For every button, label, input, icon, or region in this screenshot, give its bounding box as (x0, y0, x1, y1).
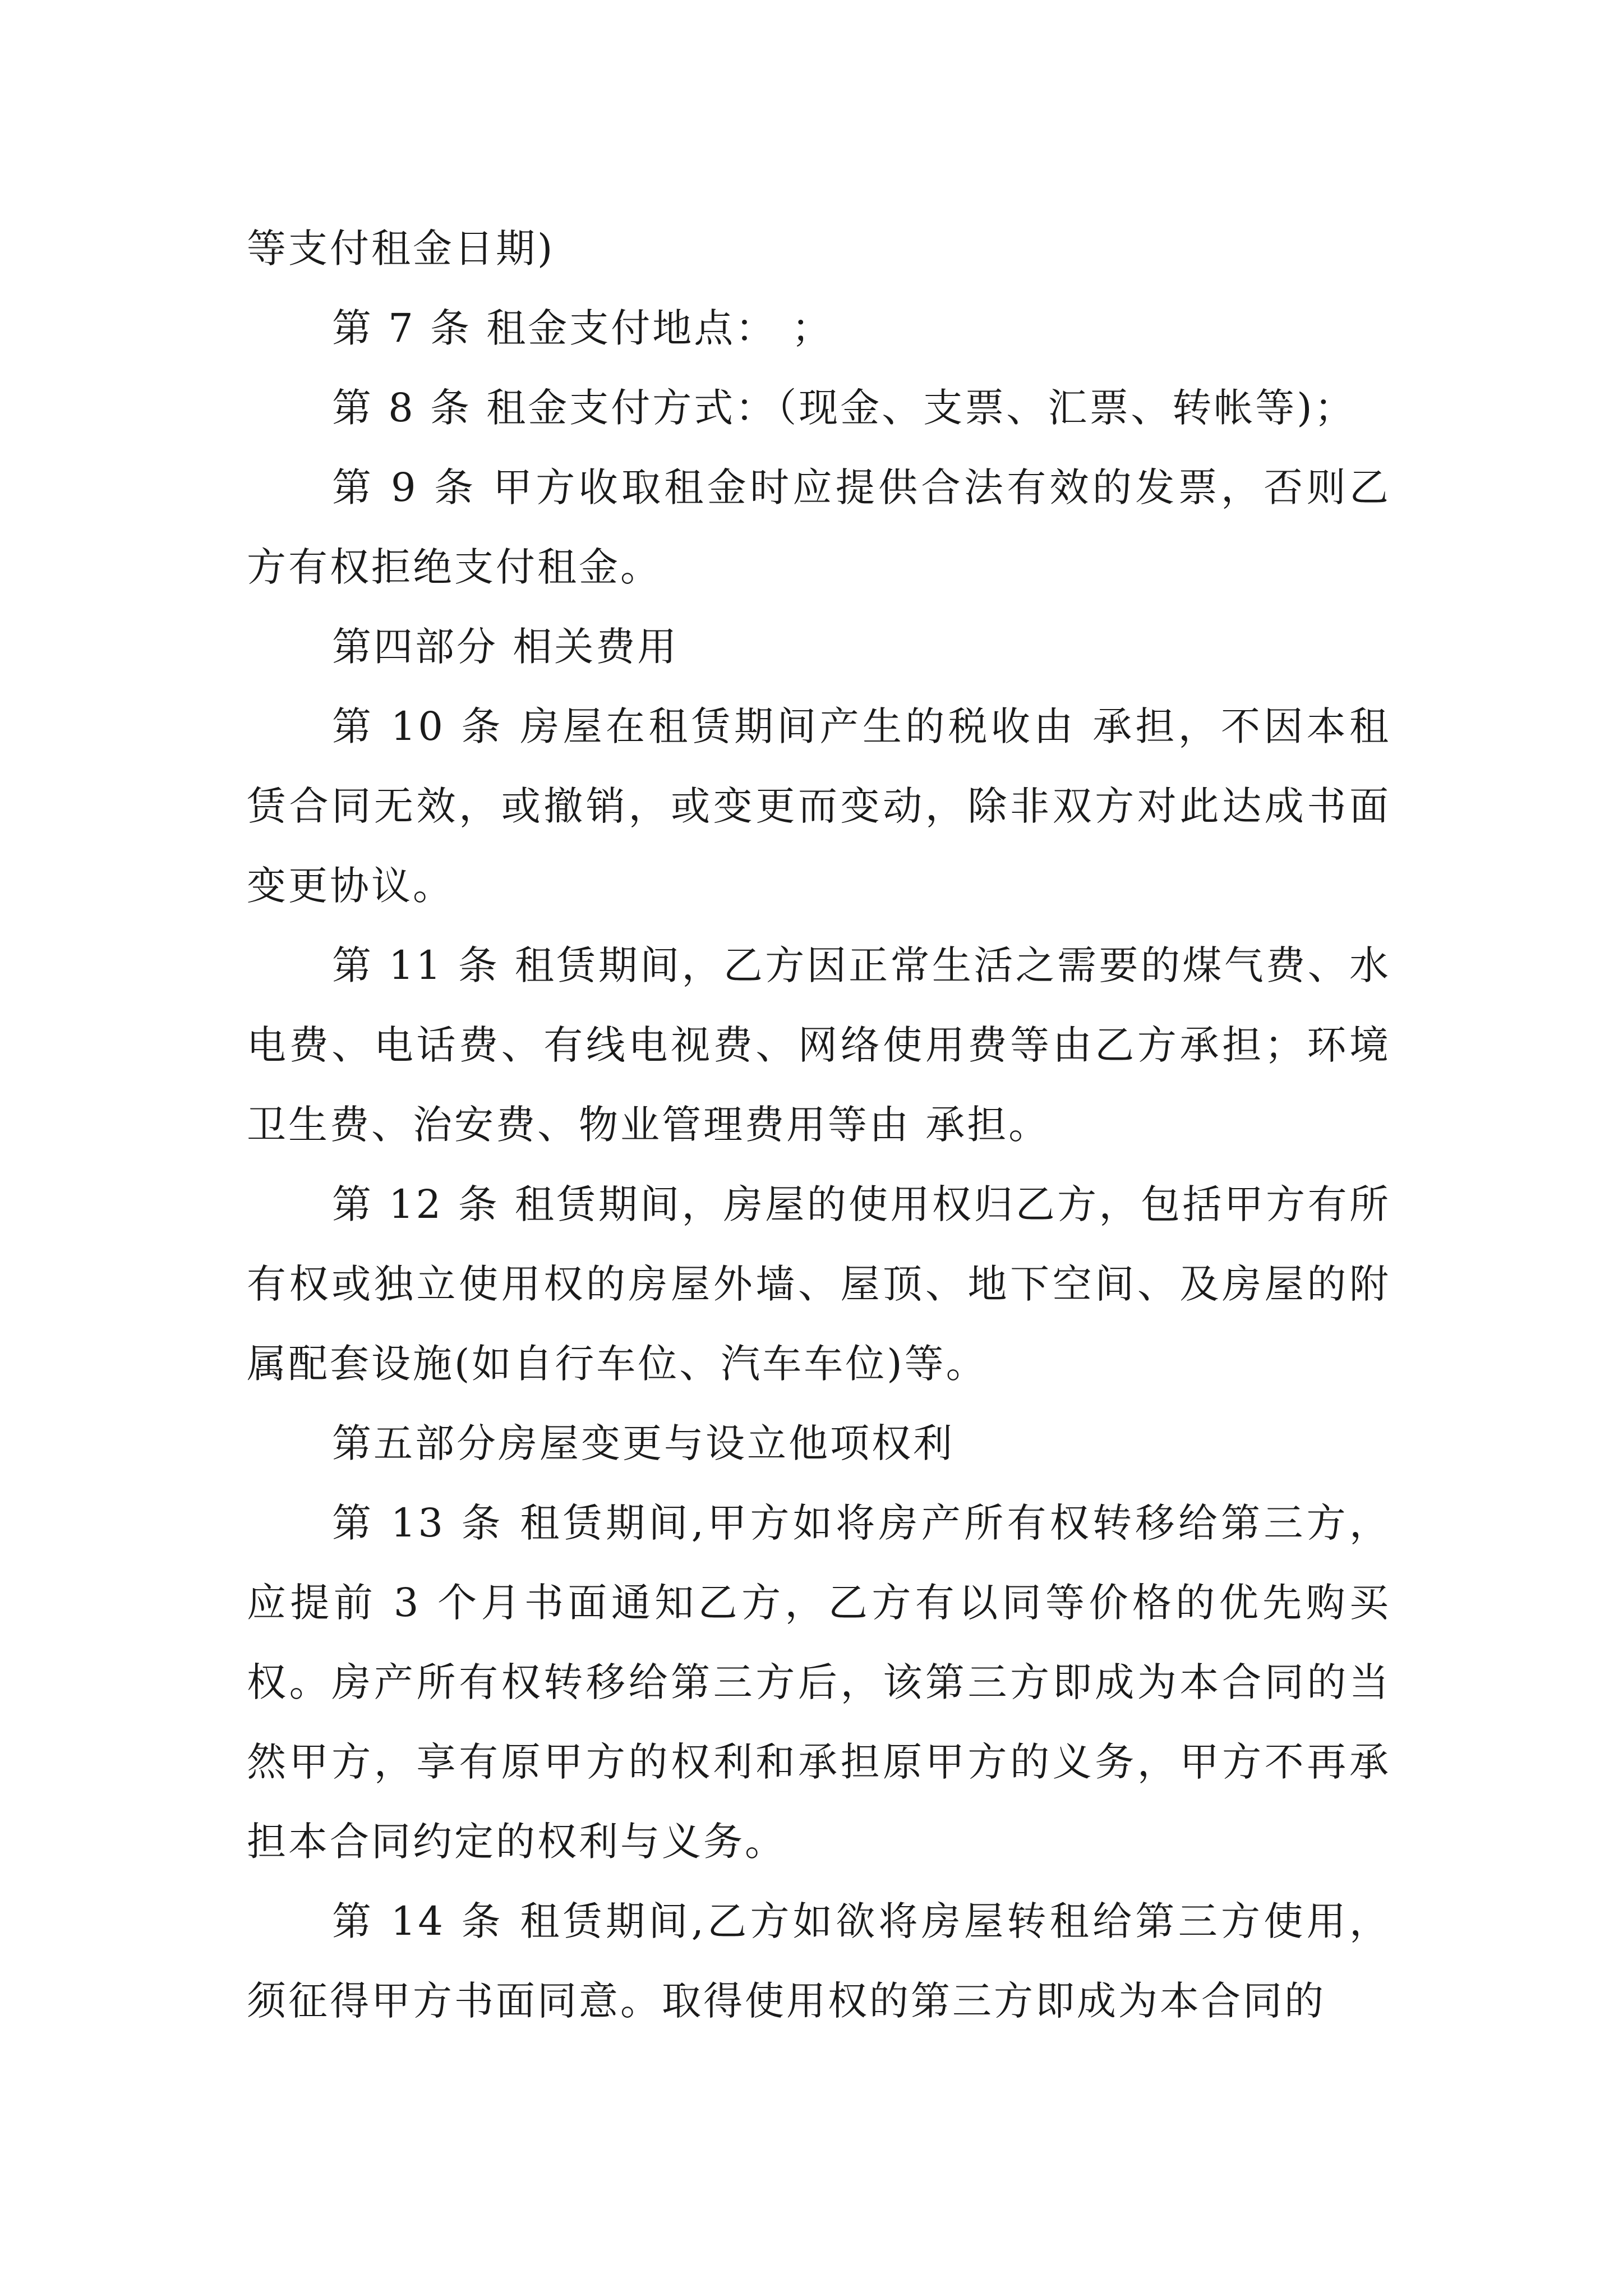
paragraph-article-7: 第 7 条 租金支付地点： ； (332, 305, 833, 351)
paragraph-article-12: 第 12 条 租赁期间，房屋的使用权归乙方，包括甲方有所有权或独立使用权的房屋外墙、屋顶、地下空间、及房屋的附属配套设施(如自行车位、汽车车位)等。 (247, 1181, 1391, 1387)
paragraph-article-14: 第 14 条 租赁期间,乙方如欲将房屋转租给第三方使用，须征得甲方书面同意。取得使用权的第三方即成为本合同的 (247, 1898, 1391, 2024)
paragraph-rent-date-continuation: 等支付租金日期) (247, 226, 555, 272)
document-body (247, 209, 1391, 2041)
paragraph-article-11: 第 11 条 租赁期间，乙方因正常生活之需要的煤气费、水电费、电话费、有线电视费、网络使用费等由乙方承担；环境卫生费、治安费、物业管理费用等由 承担。 (247, 942, 1391, 1148)
section-heading-part-4: 第四部分 相关费用 (332, 624, 679, 670)
paragraph-article-8: 第 8 条 租金支付方式：（现金、支票、汇票、转帐等)； (332, 385, 1356, 431)
paragraph-article-9: 第 9 条 甲方收取租金时应提供合法有效的发票，否则乙方有权拒绝支付租金。 (247, 464, 1391, 590)
paragraph-article-10: 第 10 条 房屋在租赁期间产生的税收由 承担，不因本租赁合同无效，或撤销，或变更而变动，除非双方对此达成书面变更协议。 (247, 703, 1391, 909)
section-heading-part-5: 第五部分房屋变更与设立他项权利 (332, 1420, 955, 1466)
paragraph-article-13: 第 13 条 租赁期间,甲方如将房产所有权转移给第三方，应提前 3 个月书面通知乙方，乙方有以同等价格的优先购买权。房产所有权转移给第三方后，该第三方即成为本合同的当然甲方，享有原甲方的权利和承担原甲方的义务，甲方不再承担本合同约定的权利与义务。 (247, 1500, 1391, 1865)
